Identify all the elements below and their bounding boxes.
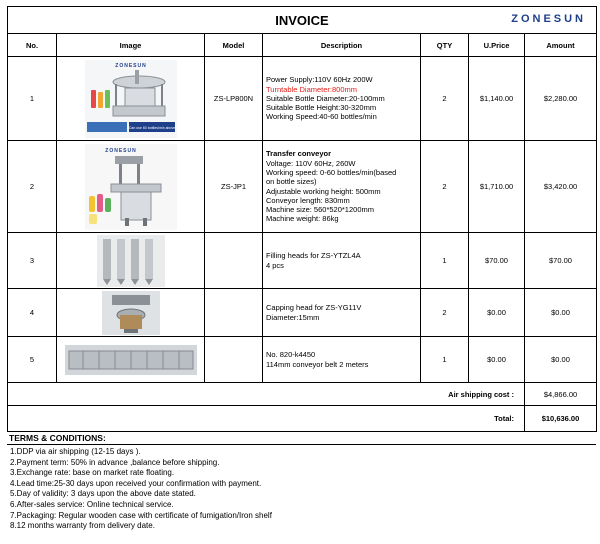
image-caption: Can use 60 bottles/min above <box>128 125 175 130</box>
product-image-conveyor-belt <box>65 345 197 375</box>
row-description <box>263 141 421 233</box>
col-description: Description <box>263 34 421 57</box>
desc-line: 4 pcs <box>266 260 284 270</box>
desc-line: Machine size: 560*520*1200mm <box>266 205 374 215</box>
row-amount: $70.00 <box>525 233 597 289</box>
row-model: ZS-JP1 <box>205 141 263 233</box>
row-description <box>263 233 421 289</box>
desc-line: Adjustable working height: 500mm <box>266 186 381 196</box>
row-description <box>263 337 421 383</box>
terms-item: 8.12 months warranty from delivery date. <box>10 521 155 531</box>
row-model: ZS-LP800N <box>205 57 263 141</box>
row-unit-price: $1,710.00 <box>469 141 525 233</box>
shipping-value: $4,866.00 <box>525 383 597 406</box>
invoice-title: INVOICE <box>275 12 329 28</box>
terms-item: 3.Exchange rate: base on market rate floating. <box>10 468 175 478</box>
row-unit-price: $0.00 <box>469 289 525 337</box>
row-qty: 1 <box>421 337 469 383</box>
product-image-filling-heads <box>97 235 165 287</box>
row-description <box>263 57 421 141</box>
shipping-row <box>8 383 597 406</box>
col-image: Image <box>57 34 205 57</box>
image-brand-text: ZONESUN <box>114 62 147 69</box>
row-unit-price: $70.00 <box>469 233 525 289</box>
product-image-cell <box>57 141 205 233</box>
product-image-conveyor <box>85 144 177 230</box>
row-model <box>205 337 263 383</box>
desc-line: Suitable Bottle Height:30-320mm <box>266 103 377 113</box>
terms-list <box>7 445 596 532</box>
product-image-filling-machine <box>85 60 177 138</box>
terms-item: 6.After-sales service: Online technical service. <box>10 499 174 509</box>
row-unit-price: $1,140.00 <box>469 57 525 141</box>
desc-line: No. 820-k4450 <box>266 350 316 360</box>
desc-line: Working speed: 0-60 bottles/min(based <box>266 167 397 177</box>
row-no: 3 <box>8 233 57 289</box>
terms-item: 1.DDP via air shipping (12-15 days ). <box>10 447 141 456</box>
row-model <box>205 289 263 337</box>
column-header-row <box>8 34 597 57</box>
terms-item: 4.Lead time:25-30 days upon received your confirmation with payment. <box>10 478 262 488</box>
row-amount: $3,420.00 <box>525 141 597 233</box>
desc-line: Conveyor length: 830mm <box>266 195 350 205</box>
row-description <box>263 289 421 337</box>
terms-item: 5.Day of validity: 3 days upon the above date stated. <box>10 489 196 499</box>
terms-heading: TERMS & CONDITIONS: <box>7 432 596 445</box>
row-no: 5 <box>8 337 57 383</box>
col-model: Model <box>205 34 263 57</box>
total-row <box>8 406 597 432</box>
total-label: Total: <box>8 406 525 432</box>
desc-line: 114mm conveyor belt 2 meters <box>266 359 369 369</box>
col-qty: QTY <box>421 34 469 57</box>
desc-line: Suitable Bottle Diameter:20-100mm <box>266 93 385 103</box>
row-qty: 2 <box>421 57 469 141</box>
row-no: 2 <box>8 141 57 233</box>
row-model <box>205 233 263 289</box>
product-image-cell <box>57 233 205 289</box>
terms-item: 2.Payment term: 50% in advance ,balance before shipping. <box>10 457 220 467</box>
product-image-cell <box>57 57 205 141</box>
row-unit-price: $0.00 <box>469 337 525 383</box>
product-image-cell <box>57 337 205 383</box>
invoice-header <box>8 7 597 34</box>
table-row <box>8 233 597 289</box>
row-no: 4 <box>8 289 57 337</box>
row-no: 1 <box>8 57 57 141</box>
table-row <box>8 289 597 337</box>
desc-line: Filling heads for ZS-YTZL4A <box>266 251 361 261</box>
col-amount: Amount <box>525 34 597 57</box>
desc-line: Machine weight: 86kg <box>266 214 339 224</box>
terms-item: 7.Packaging: Regular wooden case with certificate of fumigation/Iron shelf <box>10 510 272 520</box>
image-brand-text: ZONESUN <box>104 147 137 154</box>
table-row <box>8 337 597 383</box>
desc-line-title: Transfer conveyor <box>266 149 332 159</box>
col-no: No. <box>8 34 57 57</box>
desc-line: Capping head for ZS-YG11V <box>266 303 362 313</box>
row-qty: 2 <box>421 289 469 337</box>
desc-line: Voltage: 110V 60Hz, 260W <box>266 158 356 168</box>
product-image-cell <box>57 289 205 337</box>
total-value: $10,636.00 <box>525 406 597 432</box>
desc-line: Diameter:15mm <box>266 312 320 322</box>
desc-line: Working Speed:40-60 bottles/min <box>266 112 377 122</box>
product-image-capping-head <box>102 291 160 335</box>
invoice-table <box>7 6 597 432</box>
row-qty: 1 <box>421 233 469 289</box>
desc-line-highlight: Turntable Diameter:800mm <box>266 84 358 94</box>
desc-line: on bottle sizes) <box>266 177 317 187</box>
row-qty: 2 <box>421 141 469 233</box>
col-unit-price: U.Price <box>469 34 525 57</box>
row-amount: $0.00 <box>525 289 597 337</box>
table-row <box>8 57 597 141</box>
row-amount: $0.00 <box>525 337 597 383</box>
desc-line: Power Supply:110V 60Hz 200W <box>266 75 373 85</box>
brand-logo-text: ZONESUN <box>511 13 586 25</box>
table-row <box>8 141 597 233</box>
row-amount: $2,280.00 <box>525 57 597 141</box>
shipping-label: Air shipping cost : <box>8 383 525 406</box>
terms-section <box>7 432 596 532</box>
